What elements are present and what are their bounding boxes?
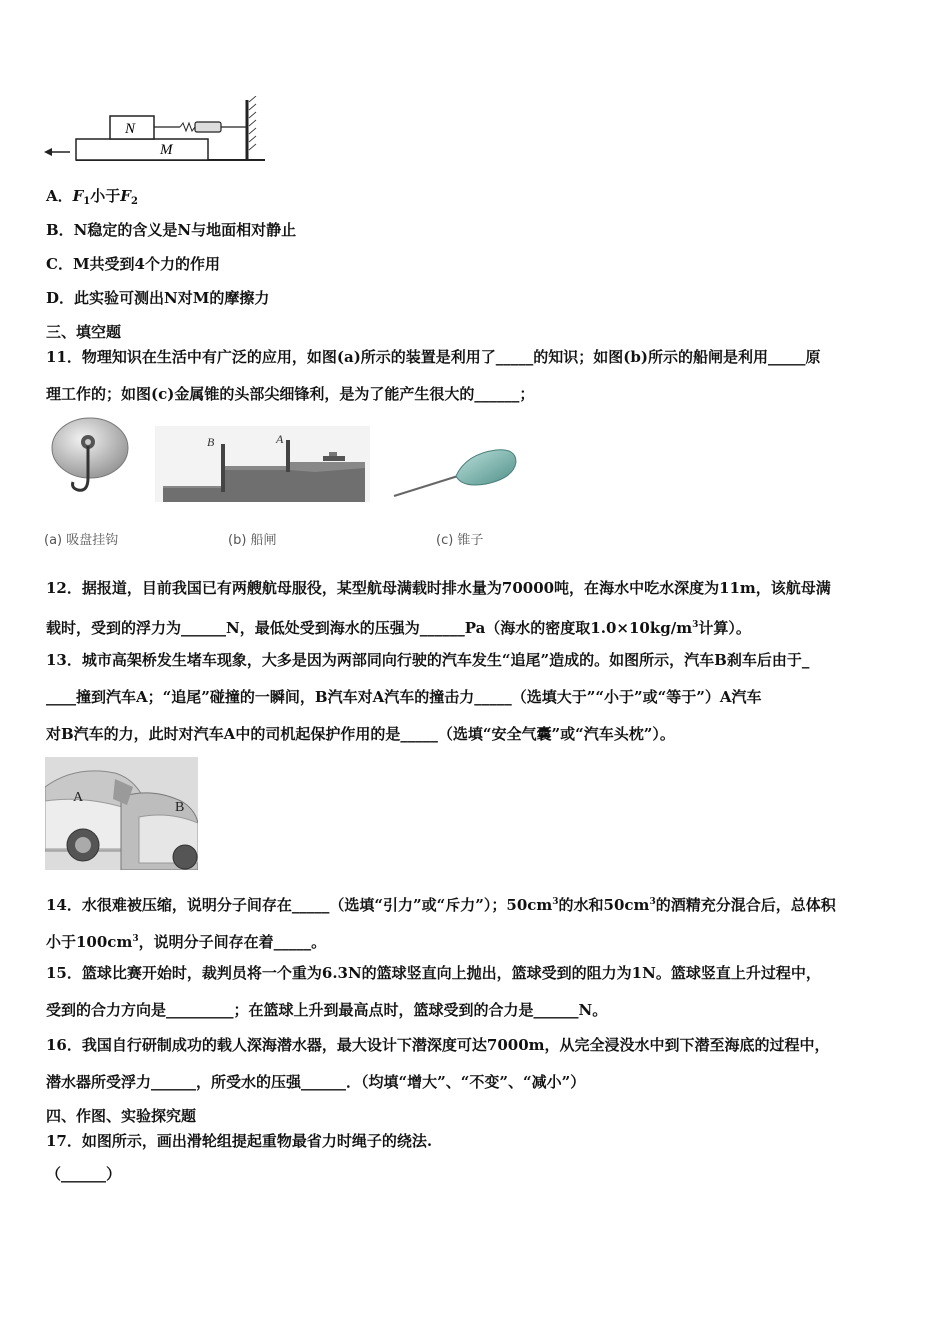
q11-line1: 11．物理知识在生活中有广泛的应用，如图(a)所示的装置是利用了_____的知识；如图(b)所示的船闸是利用_____原 bbox=[46, 348, 821, 366]
block-m-label: M bbox=[160, 142, 173, 158]
block-n-label: N bbox=[125, 121, 136, 137]
q14-line2: 小于$100cm^3$，说明分子间存在着_____。 bbox=[46, 933, 327, 951]
option-a: A．$F_1$小于$F_2$ bbox=[46, 187, 138, 207]
q13-line3: 对B汽车的力，此时对汽车A中的司机起保护作用的是_____（选填“安全气囊”或“汽车头枕”）。 bbox=[46, 725, 675, 743]
car-crash-image bbox=[45, 757, 198, 870]
block-spring-figure bbox=[40, 96, 270, 166]
caption-b: (b) 船闸 bbox=[228, 533, 277, 548]
awl-image bbox=[392, 446, 522, 502]
q17-line1: 17．如图所示，画出滑轮组提起重物最省力时绳子的绕法. bbox=[46, 1132, 433, 1150]
q17-answer: （______） bbox=[46, 1165, 122, 1183]
caption-a: (a) 吸盘挂钩 bbox=[44, 533, 119, 548]
car-b-label: B bbox=[175, 800, 185, 815]
q14-line1: 14．水很难被压缩，说明分子间存在_____（选填“引力”或“斥力”）；$50cm^3$的水和$50cm^3$的酒精充分混合后，总体积 bbox=[46, 896, 836, 914]
caption-c: (c) 锥子 bbox=[436, 533, 484, 548]
suction-hook-image bbox=[46, 416, 136, 501]
lock-gate-b-label: B bbox=[207, 435, 215, 449]
q11-line2: 理工作的；如图(c)金属锥的头部尖细锋利，是为了能产生很大的______； bbox=[46, 385, 535, 403]
q13-line1: 13．城市高架桥发生堵车现象，大多是因为两部同向行驶的汽车发生“追尾”造成的。如图所示，汽车B刹车后由于_ bbox=[46, 651, 810, 669]
q15-line2: 受到的合力方向是_________；在篮球上升到最高点时，篮球受到的合力是______N。 bbox=[46, 1001, 608, 1019]
q15-line1: 15．篮球比赛开始时，裁判员将一个重为6.3N的篮球竖直向上抛出，篮球受到的阻力为1N。篮球竖直上升过程中， bbox=[46, 964, 821, 982]
q13-line2: ____撞到汽车A；“追尾”碰撞的一瞬间，B汽车对A汽车的撞击力_____（选填大于”“小于”或“等于”）A汽车 bbox=[46, 688, 762, 706]
option-b: B．N稳定的含义是N与地面相对静止 bbox=[46, 221, 297, 239]
option-d: D．此实验可测出N对M的摩擦力 bbox=[46, 289, 270, 307]
section4-title: 四、作图、实验探究题 bbox=[46, 1107, 197, 1125]
q16-line2: 潜水器所受浮力______，所受水的压强______．（均填“增大”、“不变”、“减小”） bbox=[46, 1073, 586, 1091]
lock-gate-a-label: A bbox=[276, 432, 284, 446]
section3-title: 三、填空题 bbox=[46, 323, 122, 341]
q12-line2: 载时，受到的浮力为______N，最低处受到海水的压强为______Pa（海水的密度取$1.0\times 10kg/m^3$计算）。 bbox=[46, 619, 751, 637]
car-a-label: A bbox=[73, 790, 84, 805]
q16-line1: 16．我国自行研制成功的载人深海潜水器，最大设计下潜深度可达7000m，从完全浸没水中到下潜至海底的过程中， bbox=[46, 1036, 830, 1054]
option-c: C．M共受到4个力的作用 bbox=[46, 255, 220, 273]
ship-lock-image bbox=[155, 426, 370, 502]
q12-line1: 12．据报道，目前我国已有两艘航母服役，某型航母满载时排水量为70000吨，在海水中吃水深度为11m，该航母满 bbox=[46, 579, 831, 597]
